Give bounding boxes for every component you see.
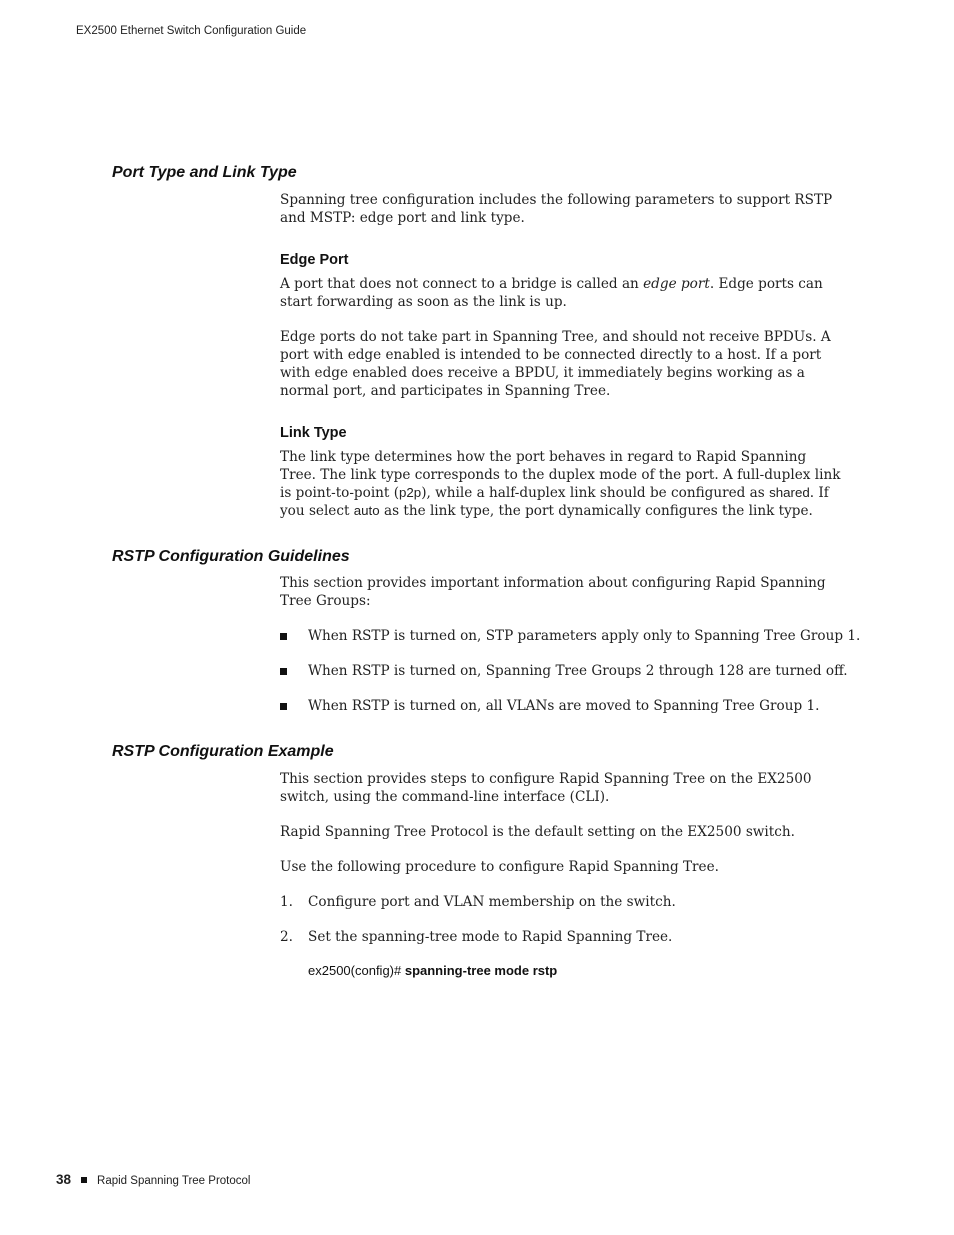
cli-prompt: ex2500(config)# <box>308 963 405 978</box>
subheading-edge-port: Edge Port <box>280 252 349 268</box>
keyword-shared: shared <box>769 485 810 500</box>
section-heading-example: RSTP Configuration Example <box>112 743 334 760</box>
guidelines-intro: This section provides important information about configuring Rapid Spanning Tree Groups: <box>280 575 826 609</box>
section-heading-guidelines: RSTP Configuration Guidelines <box>112 548 350 565</box>
edge-port-term: edge port <box>643 276 710 292</box>
page-footer <box>56 1172 250 1187</box>
edge-port-paragraph-1: A port that does not connect to a bridge is called an edge port. Edge ports can start forwarding as soon as the link is up. <box>280 276 823 310</box>
section-heading-port-type: Port Type and Link Type <box>112 164 297 181</box>
keyword-auto: auto <box>353 503 380 518</box>
link-type-paragraph: The link type determines how the port behaves in regard to Rapid Spanning Tree. The link type corresponds to the duplex mode of the port. A full-duplex link is point-to-point (p2p), while a half-duplex link should be configured as shared. If you select auto as the link type, the port dynamically configures the link type. <box>280 449 841 519</box>
footer-section-title: Rapid Spanning Tree Protocol <box>97 1175 251 1187</box>
subheading-link-type: Link Type <box>280 425 347 441</box>
bullet-icon <box>280 703 287 710</box>
bullet-icon <box>280 668 287 675</box>
running-header: EX2500 Ethernet Switch Configuration Guide <box>76 25 307 37</box>
keyword-p2p: p2p <box>399 485 422 500</box>
square-bullet-icon <box>81 1177 87 1183</box>
example-paragraph-2: Rapid Spanning Tree Protocol is the default setting on the EX2500 switch. <box>280 824 795 840</box>
example-paragraph-1: This section provides steps to configure Rapid Spanning Tree on the EX2500 switch, using the command-line interface (CLI). <box>280 771 812 805</box>
example-paragraph-3: Use the following procedure to configure Rapid Spanning Tree. <box>280 859 719 875</box>
cli-command <box>308 963 557 978</box>
cli-command-text: spanning-tree mode rstp <box>404 963 558 978</box>
page-number: 38 <box>56 1172 72 1187</box>
edge-port-paragraph-2: Edge ports do not take part in Spanning Tree, and should not receive BPDUs. A port with edge enabled is intended to be connected directly to a host. If a port with edge enabled does receive a BPDU, it immediately begins working as a normal port, and participates in Spanning Tree. <box>280 329 831 399</box>
bullet-icon <box>280 633 287 640</box>
port-type-intro: Spanning tree configuration includes the following parameters to support RSTP and MSTP: edge port and link type. <box>280 192 833 226</box>
